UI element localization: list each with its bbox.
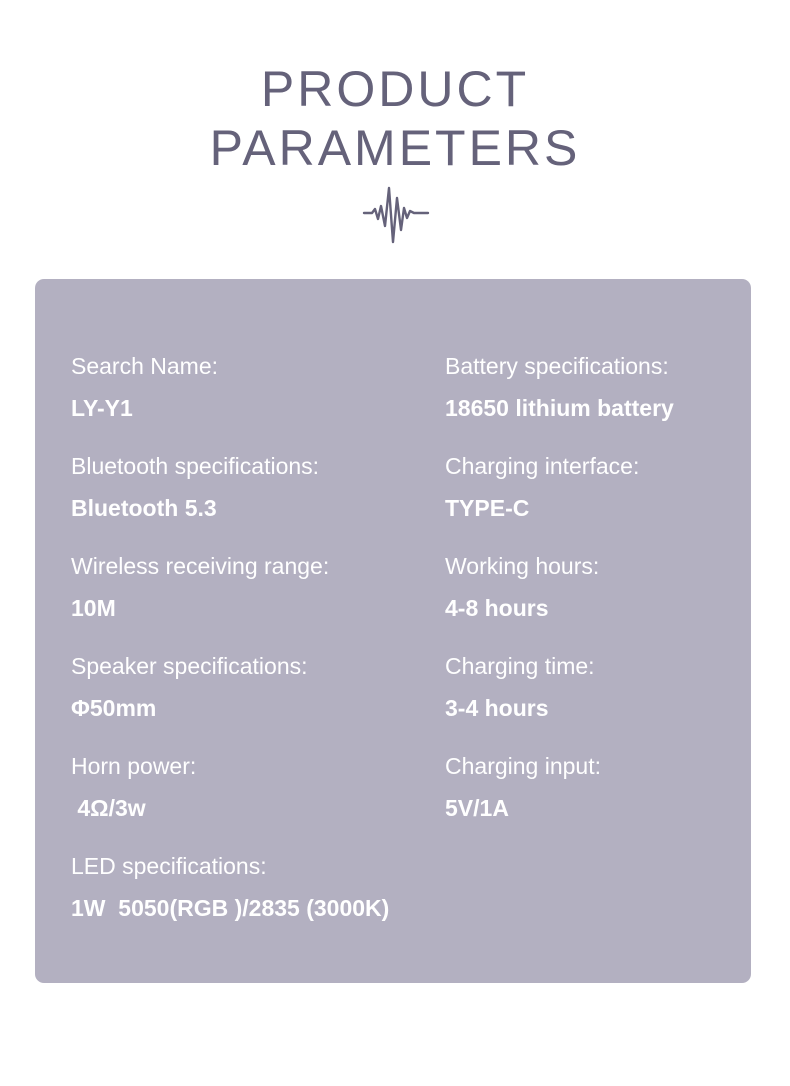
spec-label: Wireless receiving range:: [71, 553, 330, 579]
parameters-panel: [35, 279, 751, 983]
spec-label: Bluetooth specifications:: [71, 453, 320, 479]
spec-search-name: [71, 352, 218, 422]
page-title-line-2: PARAMETERS: [209, 120, 581, 176]
spec-speaker: [71, 652, 308, 722]
spec-value: 4-8 hours: [445, 595, 549, 621]
spec-led: [71, 852, 389, 922]
spec-value: 18650 lithium battery: [445, 395, 674, 421]
spec-charging-input: [445, 752, 601, 822]
spec-label: Speaker specifications:: [71, 653, 308, 679]
spec-value: 4Ω/3w: [71, 795, 146, 821]
spec-value: 5V/1A: [445, 795, 509, 821]
spec-label: Search Name:: [71, 353, 219, 379]
spec-value: TYPE-C: [445, 495, 530, 521]
spec-value: 10M: [71, 595, 116, 621]
spec-label: Working hours:: [445, 553, 600, 579]
spec-value: Φ50mm: [71, 695, 157, 721]
spec-label: Horn power:: [71, 753, 197, 779]
spec-value: Bluetooth 5.3: [71, 495, 217, 521]
spec-charging-time: [445, 652, 595, 722]
spec-label: Battery specifications:: [445, 353, 669, 379]
spec-bluetooth: [71, 452, 319, 522]
spec-value: 3-4 hours: [445, 695, 549, 721]
spec-horn-power: [71, 752, 196, 822]
spec-label: Charging time:: [445, 653, 595, 679]
spec-working-hours: [445, 552, 599, 622]
sound-wave-icon: [362, 186, 430, 244]
spec-battery: [445, 352, 674, 422]
page-title-line-1: PRODUCT: [260, 61, 530, 117]
spec-value: 1W 5050(RGB )/2835 (3000K): [71, 895, 390, 921]
spec-label: Charging interface:: [445, 453, 640, 479]
spec-label: LED specifications:: [71, 853, 267, 879]
spec-value: LY-Y1: [71, 395, 133, 421]
spec-label: Charging input:: [445, 753, 601, 779]
spec-wireless-range: [71, 552, 329, 622]
spec-charging-interface: [445, 452, 639, 522]
